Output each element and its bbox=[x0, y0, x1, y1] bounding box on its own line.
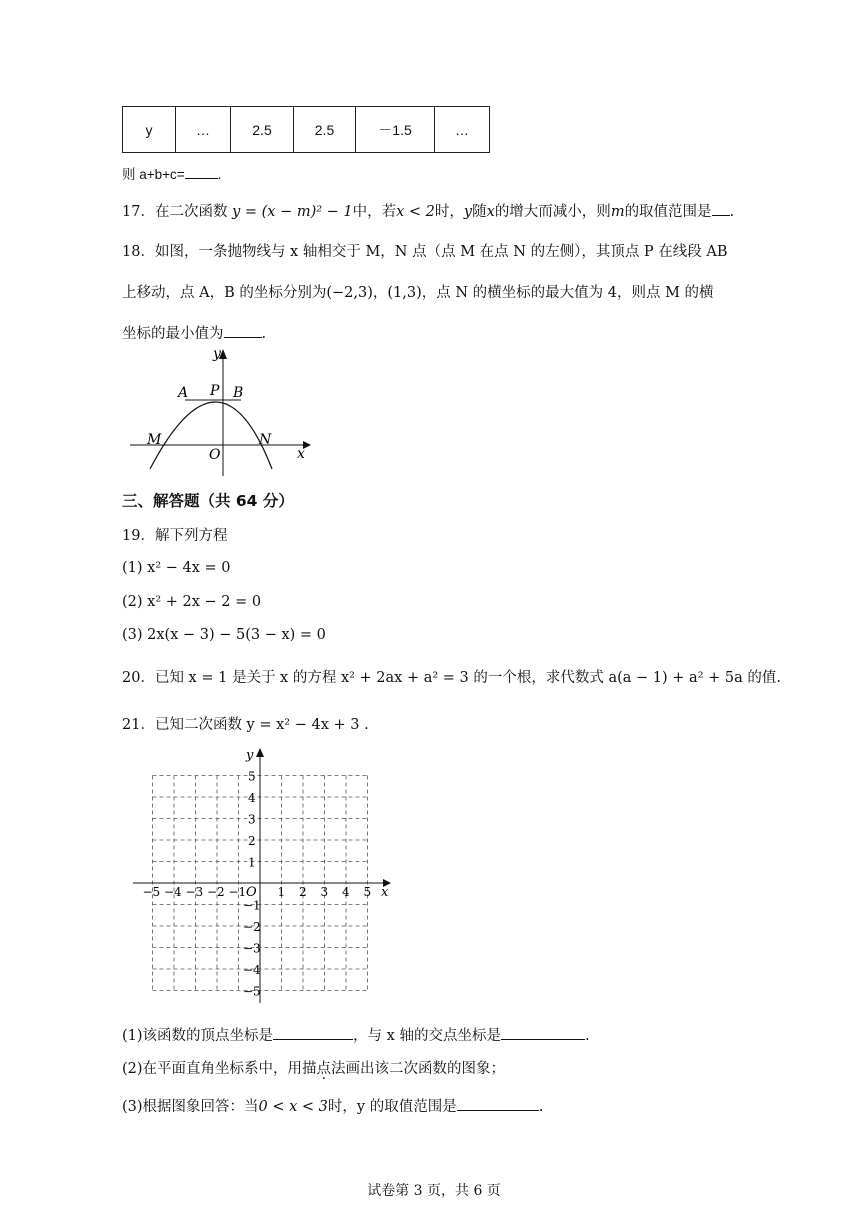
q21-p1-text: ，与 x 轴的交点坐标是 bbox=[353, 1028, 501, 1044]
origin-label: O bbox=[209, 447, 221, 463]
answer-blank bbox=[501, 1039, 585, 1040]
q19-part2: (2) x² + 2x − 2 = 0 bbox=[122, 594, 262, 610]
y-tick-label: 4 bbox=[248, 791, 256, 805]
q21-p3-condition: 0 < x < 3 bbox=[258, 1099, 328, 1115]
table-label-cell: y bbox=[123, 107, 176, 153]
y-tick-labels bbox=[243, 770, 261, 999]
page-footer: 试卷第 3 页，共 6 页 bbox=[367, 1183, 501, 1199]
x-tick-label: −4 bbox=[164, 885, 182, 899]
q17-text: 中，若 bbox=[352, 204, 397, 220]
q21-p1-text: (1)该函数的顶点坐标是 bbox=[122, 1028, 274, 1044]
answer-blank bbox=[224, 337, 262, 338]
y-tick-label: 3 bbox=[248, 812, 256, 827]
x-tick-label: −3 bbox=[185, 885, 204, 899]
x-tick-label: 2 bbox=[299, 885, 307, 899]
q19-part1: (1) x² − 4x = 0 bbox=[122, 560, 231, 576]
q17-var: y bbox=[463, 204, 473, 220]
x-tick-label: 4 bbox=[342, 885, 350, 899]
origin-label: O bbox=[246, 885, 257, 900]
x-tick-label: 1 bbox=[277, 885, 286, 899]
x-tick-label: −5 bbox=[142, 885, 161, 899]
q21-p1-end: . bbox=[584, 1028, 590, 1044]
question-17 bbox=[122, 200, 734, 221]
q16-end: . bbox=[217, 167, 222, 182]
x-label: x bbox=[381, 885, 389, 900]
q17-num: 17．在二次函数 bbox=[122, 204, 228, 220]
section-heading: 三、解答题（共 64 分） bbox=[122, 492, 294, 510]
table-cell: … bbox=[435, 107, 490, 153]
q17-condition: x < 2 bbox=[396, 204, 435, 220]
x-tick-label: 3 bbox=[320, 885, 329, 899]
q21-p3-end: . bbox=[538, 1099, 544, 1115]
q18-line2: 上移动，点 A，B 的坐标分别为(−2,3)，(1,3)，点 N 的横坐标的最大值为 4，则点 M 的横 bbox=[122, 285, 714, 301]
q21-p3-text: (3)根据图象回答：当 bbox=[122, 1099, 259, 1115]
q17-equation: y = (x − m)² − 1 bbox=[232, 204, 353, 220]
q21-p2-text: 画出该二次函数的图象； bbox=[345, 1061, 506, 1077]
table-cell: 2.5 bbox=[294, 107, 356, 153]
q21-title: 21．已知二次函数 y = x² − 4x + 3 . bbox=[122, 717, 369, 733]
q18-line3 bbox=[122, 322, 266, 343]
y-tick-label: −3 bbox=[243, 941, 261, 956]
x-tick-label: 5 bbox=[363, 885, 372, 899]
q19-title: 19．解下列方程 bbox=[122, 528, 228, 544]
x-tick-label: −1 bbox=[228, 885, 247, 899]
answer-blank bbox=[185, 178, 218, 179]
q21-p2-emphasis: 描点法 bbox=[302, 1061, 346, 1077]
point-a-label: A bbox=[178, 385, 189, 401]
q18-end: . bbox=[261, 326, 267, 342]
answer-blank bbox=[273, 1039, 353, 1040]
q17-var: m bbox=[610, 204, 625, 220]
x-tick-label: −2 bbox=[207, 885, 225, 899]
x-label: x bbox=[297, 446, 305, 462]
y-tick-label: −1 bbox=[243, 898, 261, 913]
q17-var: x bbox=[486, 204, 495, 220]
table-cell: －1.5 bbox=[356, 107, 435, 153]
y-tick-label: −2 bbox=[243, 920, 261, 934]
point-m-label: M bbox=[147, 432, 162, 448]
value-table bbox=[122, 106, 490, 153]
y-tick-label: 1 bbox=[248, 855, 256, 870]
q16-tail bbox=[122, 163, 221, 183]
table-cell: … bbox=[176, 107, 231, 153]
table-cell: 2.5 bbox=[231, 107, 294, 153]
q16-text: 则 a+b+c= bbox=[122, 167, 185, 182]
q19-part3: (3) 2x(x − 3) − 5(3 − x) = 0 bbox=[122, 627, 326, 643]
q21-part3 bbox=[122, 1095, 543, 1116]
point-p-label: P bbox=[210, 383, 220, 399]
y-label: y bbox=[213, 346, 221, 362]
q17-end: . bbox=[729, 204, 735, 220]
parabola-figure bbox=[125, 345, 315, 480]
q17-text: 的取值范围是 bbox=[624, 204, 712, 220]
question-20: 20．已知 x = 1 是关于 x 的方程 x² + 2ax + a² = 3 的一个根，求代数式 a(a − 1) + a² + 5a 的值. bbox=[122, 670, 781, 686]
q21-p3-text: 时，y 的取值范围是 bbox=[327, 1099, 457, 1115]
answer-blank bbox=[457, 1110, 539, 1111]
point-b-label: B bbox=[233, 385, 244, 401]
q17-text: 随 bbox=[472, 204, 487, 220]
q21-part2 bbox=[122, 1057, 505, 1078]
q18-text: 坐标的最小值为 bbox=[122, 326, 224, 342]
y-tick-label: −4 bbox=[243, 963, 261, 977]
q17-text: 时， bbox=[434, 204, 464, 220]
q21-p2-text: (2)在平面直角坐标系中，用 bbox=[122, 1061, 303, 1077]
q18-line1: 18．如图，一条抛物线与 x 轴相交于 M，N 点（点 M 在点 N 的左侧），其顶点 P 在线段 AB bbox=[122, 244, 728, 260]
answer-blank bbox=[712, 215, 730, 216]
y-tick-label: −5 bbox=[243, 984, 261, 999]
q17-text: 的增大而减小，则 bbox=[494, 204, 611, 220]
x-tick-labels bbox=[143, 885, 372, 899]
y-tick-label: 5 bbox=[248, 769, 256, 784]
coordinate-grid bbox=[125, 745, 400, 1005]
point-n-label: N bbox=[259, 432, 272, 448]
y-label: y bbox=[246, 748, 254, 763]
y-axis-arrow bbox=[256, 748, 264, 757]
q21-part1 bbox=[122, 1024, 590, 1045]
y-tick-label: 2 bbox=[248, 834, 256, 848]
